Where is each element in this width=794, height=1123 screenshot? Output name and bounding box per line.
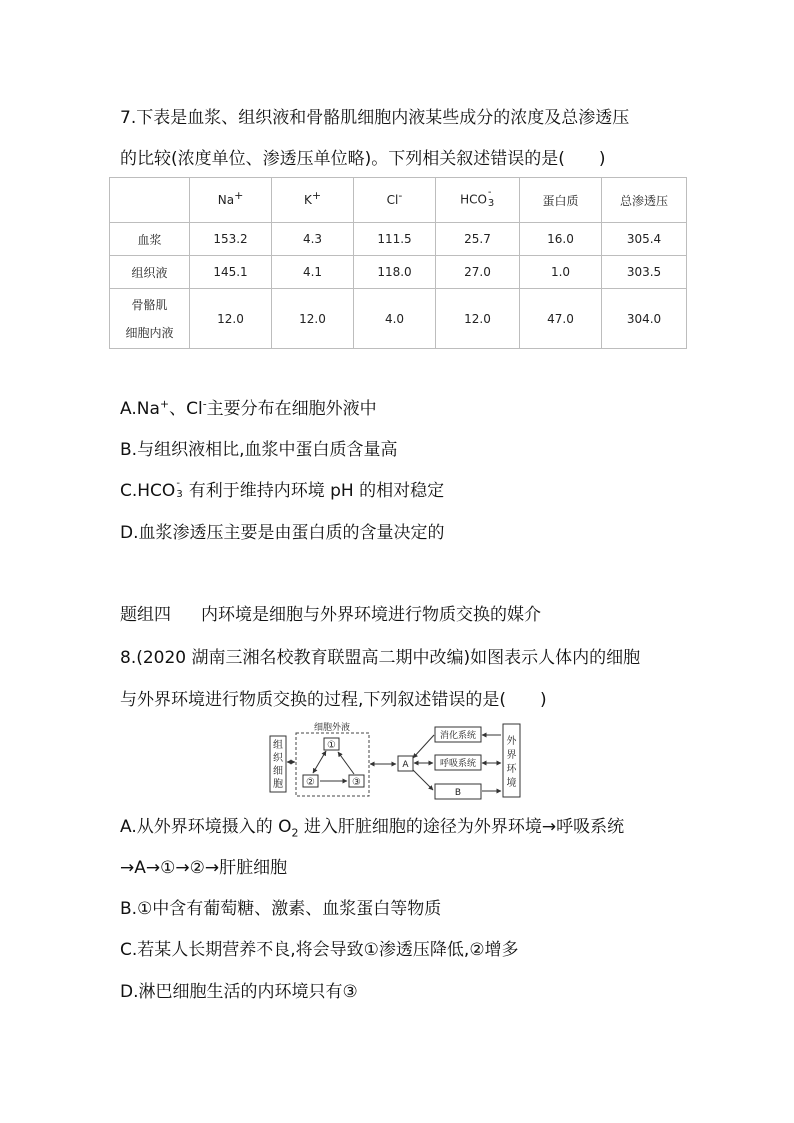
cell: 153.2 <box>190 223 272 256</box>
cell: 305.4 <box>602 223 687 256</box>
q8-option-a-line1: A.从外界环境摄入的 $O_2$ 进入肝脏细胞的途径为外界环境→呼吸系统 <box>120 817 625 840</box>
q8-stem-line1: 8.(2020 湖南三湘名校教育联盟高二期中改编)如图表示人体内的细胞 <box>120 648 641 668</box>
cell: 303.5 <box>602 256 687 289</box>
digestive-label: 消化系统 <box>439 731 477 741</box>
q7-option-b: B.与组织液相比,血浆中蛋白质含量高 <box>120 440 398 460</box>
node-3-label: ③ <box>352 777 361 788</box>
cell: 25.7 <box>436 223 520 256</box>
tissue-cell-label: 织 <box>273 753 283 764</box>
header-k: K+ <box>272 178 354 223</box>
node-2-label: ② <box>306 777 315 788</box>
cell: 145.1 <box>190 256 272 289</box>
outside-label: 境 <box>506 778 517 789</box>
q7-stem-line2: 的比较(浓度单位、渗透压单位略)。下列相关叙述错误的是( ) <box>120 149 606 169</box>
header-cl: Cl- <box>354 178 436 223</box>
q7-stem-line1: 7.下表是血浆、组织液和骨骼肌细胞内液某些成分的浓度及总渗透压 <box>120 108 630 128</box>
q8-option-c: C.若某人长期营养不良,将会导致①渗透压降低,②增多 <box>120 940 519 960</box>
table-header-row <box>110 178 687 223</box>
header-osmotic: 总渗透压 <box>602 178 687 223</box>
exchange-diagram <box>268 718 523 804</box>
outside-label: 环 <box>506 764 517 775</box>
q8-option-a-line2: →A→①→②→肝脏细胞 <box>120 858 288 878</box>
cell: 27.0 <box>436 256 520 289</box>
node-a-label: A <box>402 760 409 770</box>
tissue-cell-label: 胞 <box>273 779 283 790</box>
table-row <box>110 256 687 289</box>
group4-title: 内环境是细胞与外界环境进行物质交换的媒介 <box>201 605 541 625</box>
cell: 16.0 <box>520 223 602 256</box>
table-row <box>110 223 687 256</box>
arrow-3-1 <box>338 752 354 774</box>
cell: 4.0 <box>354 289 436 349</box>
extracellular-label: 细胞外液 <box>313 723 351 733</box>
q7-data-table <box>109 177 687 349</box>
cell: 304.0 <box>602 289 687 349</box>
node-b-label: B <box>454 788 462 798</box>
node-1-label: ① <box>327 740 336 751</box>
cell: 118.0 <box>354 256 436 289</box>
cell: 111.5 <box>354 223 436 256</box>
outside-label: 外 <box>506 736 517 747</box>
outside-label: 界 <box>506 750 517 761</box>
row-label: 骨骼肌 细胞内液 <box>110 289 190 349</box>
cell: 4.3 <box>272 223 354 256</box>
q8-option-b: B.①中含有葡萄糖、激素、血浆蛋白等物质 <box>120 899 442 919</box>
header-empty-cell <box>110 178 190 223</box>
arrow-a-b <box>413 770 433 790</box>
header-na: Na+ <box>190 178 272 223</box>
q8-stem-line2: 与外界环境进行物质交换的过程,下列叙述错误的是( ) <box>120 690 547 710</box>
tissue-cell-label: 组 <box>273 740 283 751</box>
table-row <box>110 289 687 349</box>
cell: 12.0 <box>436 289 520 349</box>
group4-label: 题组四 <box>120 605 171 625</box>
q8-option-d: D.淋巴细胞生活的内环境只有③ <box>120 982 358 1002</box>
cell: 4.1 <box>272 256 354 289</box>
cell: 1.0 <box>520 256 602 289</box>
tissue-cell-label: 细 <box>273 766 283 777</box>
arrow-digestive-a <box>413 735 434 758</box>
cell: 12.0 <box>190 289 272 349</box>
row-label: 血浆 <box>110 223 190 256</box>
row-label: 组织液 <box>110 256 190 289</box>
header-hco3: HCO - 3 <box>436 178 520 223</box>
q7-option-d: D.血浆渗透压主要是由蛋白质的含量决定的 <box>120 523 445 543</box>
q7-option-c: C.HCO - 3 有利于维持内环境 pH 的相对稳定 <box>120 478 445 501</box>
header-protein: 蛋白质 <box>520 178 602 223</box>
arrow-1-2 <box>313 751 326 773</box>
q7-option-a: A.Na+、Cl-主要分布在细胞外液中 <box>120 397 377 419</box>
cell: 12.0 <box>272 289 354 349</box>
cell: 47.0 <box>520 289 602 349</box>
group4-heading <box>120 603 541 627</box>
respiratory-label: 呼吸系统 <box>439 759 477 769</box>
